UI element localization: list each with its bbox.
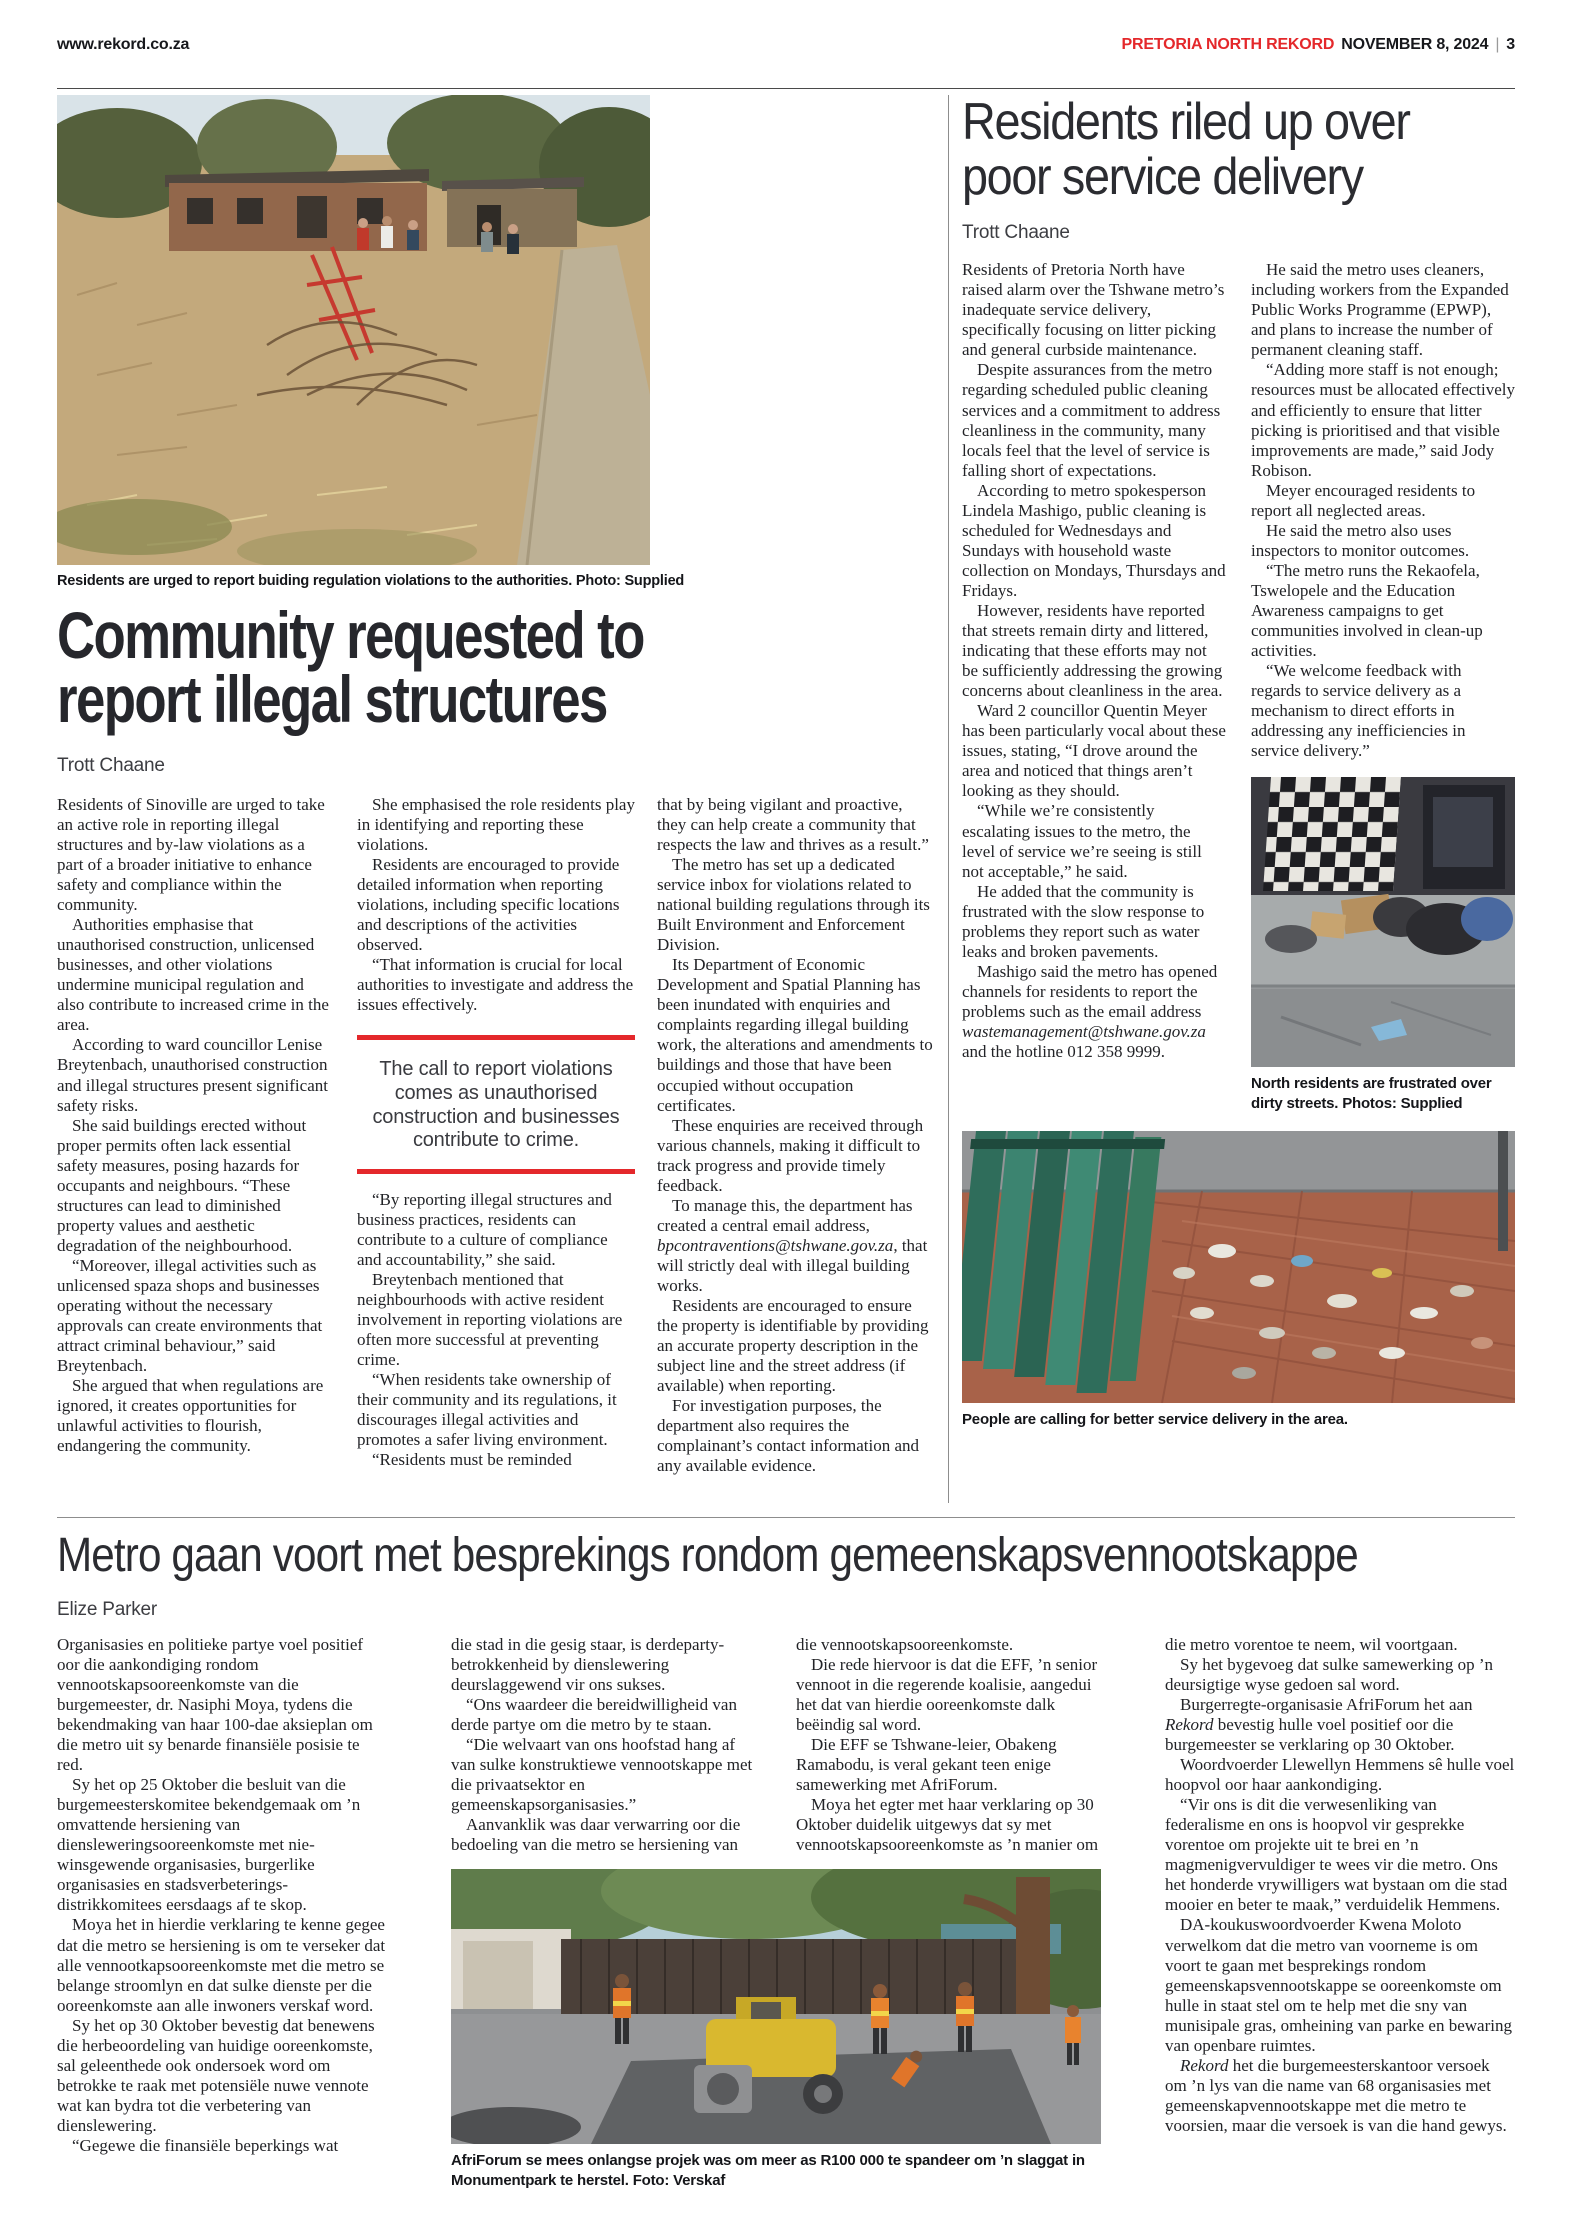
paragraph: “Residents must be reminded: [372, 1450, 572, 1470]
paragraph: Breytenbach mentioned that neighbourhoods with active resident involvement in reporting violations are often more successful at preventing crime.: [357, 1269, 623, 1370]
paragraph: According to metro spokesperson Lindela Mashigo, public cleaning is scheduled for Wednesdays and Sundays with household waste collection on Mondays, Thursdays and Fridays.: [962, 480, 1226, 600]
paragraph: Moya het egter met haar verklaring op 30 Oktober duidelik uitgewys dat sy met vennootskapsooreenkomste as ’n manier om: [796, 1795, 1099, 1855]
paragraph: “Ons waardeer die bereidwilligheid van derde partye om die metro by te staan.: [451, 1694, 737, 1734]
paragraph: These enquiries are received through various channels, making it difficult to track progress and provide timely feedback.: [657, 1115, 924, 1195]
paragraph: Sy het op 30 Oktober bevestig dat benewens die herbeoordeling van huidige ooreenkomste, sal geleenthede ook ondersoek word om betrokke te raak met potensiële nuwe vennote wat kan bydra tot die verbetering van dienslewering.: [57, 2015, 375, 2135]
paragraph: For investigation purposes, the department also requires the complainant’s contact information and any available evidence.: [657, 1396, 920, 1476]
paragraph: Sy het bygevoeg dat sulke samewerking op ’n deursigtige wyse gedoen sal word.: [1165, 1654, 1494, 1694]
paragraph: “We welcome feedback with regards to service delivery as a mechanism to direct efforts in addressing any inefficiencies in service delivery.”: [1251, 661, 1466, 761]
photo-littered-pavement: [962, 1131, 1515, 1403]
paragraph: Residents are encouraged to ensure the property is identifiable by providing an accurate property description in the subject line and the street address (if available) when reporting.: [657, 1296, 929, 1396]
paragraph: According to ward councillor Lenise Breytenbach, unauthorised construction and illegal structures present significant safety risks.: [57, 1035, 328, 1115]
paragraph: die vennootskapsooreenkomste.: [796, 1634, 1014, 1654]
main-headline: [57, 597, 935, 736]
article-column-2: [451, 1635, 756, 1856]
article-body: [57, 1635, 1515, 2191]
article-column-1: [57, 795, 335, 1477]
article-column-2: [1251, 260, 1515, 1113]
header-right: [1122, 36, 1515, 54]
column-divider: [948, 95, 949, 1503]
service-headline: [962, 95, 1515, 204]
photo-yard-illegal-structures: [57, 95, 650, 565]
column-text-top: [357, 795, 635, 1016]
byline: Trott Chaane: [57, 754, 165, 776]
page-header: [57, 36, 1515, 54]
paragraph: Burgerregte-organisasie AfriForum het aan Rekord bevestig hulle voel positief oor die burgemeester se verklaring op 30 Oktober.: [1165, 1694, 1473, 1755]
article-body: [57, 795, 935, 1477]
paragraph: She emphasised the role residents play in identifying and reporting these violations.: [357, 794, 635, 854]
photo-caption: AfriForum se mees onlangse projek was om meer as R100 000 te spandeer om ’n slaggat in Monumentpark te herstel. Foto: Verskaf: [451, 2152, 1085, 2189]
paragraph: To manage this, the department has created a central email address, bpcontraventions@tshwane.gov.za, that will strictly deal with illegal building works.: [657, 1195, 928, 1295]
paragraph: that by being vigilant and proactive, they can help create a community that respects the law and thrives as a result.”: [657, 794, 929, 854]
photo-caption: Residents are urged to report buiding regulation violations to the authorities. Photo: Supplied: [57, 573, 685, 589]
paragraph: Meyer encouraged residents to report all neglected areas.: [1251, 480, 1476, 520]
column-text-bottom: [357, 1190, 635, 1471]
paragraph: Residents are encouraged to provide detailed information when reporting violations, including specific locations and descriptions of the activities observed.: [357, 855, 620, 955]
paragraph: Moya het in hierdie verklaring te kenne gegee dat die metro se hersiening is om te verseker dat alle vennootkapsooreenkomste met die metro se belange stroomlyn en dat sulke dienste per die ooreenkomste aan alle inwoners verskaf word.: [57, 1915, 386, 2015]
paragraph: “When residents take ownership of their community and its regulations, it discourages illegal activities and promotes a safer living environment.: [357, 1370, 617, 1450]
paragraph: “Moreover, illegal activities such as unlicensed spaza shops and businesses operating without the necessary approvals can create environments that attract criminal behaviour,” said Breytenbach.: [57, 1255, 323, 1376]
paragraph: “While we’re consistently escalating issues to the metro, the level of service we’re seeing is still not acceptable,” he said.: [962, 801, 1202, 881]
paragraph: Die EFF se Tshwane-leier, Obakeng Ramabodu, is veral gekant teen enige samewerking met AfriForum.: [796, 1735, 1057, 1795]
article-column-1: [57, 1635, 387, 2191]
issue-date: NOVEMBER 8, 2024: [1341, 36, 1489, 53]
paragraph: “By reporting illegal structures and business practices, residents can contribute to a culture of compliance and accountability,” she said.: [357, 1189, 612, 1269]
paragraph: “That information is crucial for local authorities to investigate and address the issues effectively.: [357, 955, 634, 1015]
photo-roadworks: [451, 1869, 1101, 2144]
article-column-1: [962, 260, 1226, 1113]
paragraph: Despite assurances from the metro regarding scheduled public cleaning services and a commitment to address cleanliness in the community, many locals feel that the level of service is falling short of expectations.: [962, 360, 1221, 480]
paragraph: Die rede hiervoor is dat die EFF, ’n senior vennoot in die regerende koalisie, aangedui het dat van hierdie ooreenkomste dalk beëindig sal word.: [796, 1654, 1098, 1734]
article-illegal-structures: [57, 95, 935, 1476]
paragraph: “Die welvaart van ons hoofstad hang af van sulke konstruktiewe vennootskappe met die privaatsektor en gemeenskapsorganisasies.”: [451, 1735, 753, 1815]
column-text: [1251, 260, 1515, 761]
paragraph: “The metro runs the Rekaofela, Tswelopele and the Education Awareness campaigns to get communities involved in clean-up activities.: [1251, 560, 1483, 661]
byline: Elize Parker: [57, 1598, 158, 1620]
paragraph: However, residents have reported that streets remain dirty and littered, indicating that these efforts may not be sufficiently addressing the growing concerns about cleanliness in the area.: [962, 600, 1223, 701]
headline-line: report illegal structures: [57, 661, 607, 736]
paragraph: Aanvanklik was daar verwarring oor die bedoeling van die metro se hersiening van: [451, 1815, 741, 1855]
article-metro-vennootskappe: [57, 1530, 1515, 2190]
header-separator: |: [1495, 36, 1500, 53]
photo-caption: People are calling for better service delivery in the area.: [962, 1411, 1348, 1429]
header-rule: [57, 88, 1515, 89]
page-number: 3: [1506, 36, 1515, 53]
article-body: [962, 260, 1515, 1113]
paragraph: “Vir ons is dit die verwesenliking van federalisme en ons is hoopvol vir gesprekke vorentoe om projekte uit te brei en ’n magmenigvervuldiger te wees vir die metro. Ons het honderde vrywilligers wat bystaan om die stad mooier en beter te maak,” verduidelik Hemmens.: [1165, 1795, 1508, 1915]
paragraph: The metro has set up a dedicated service inbox for violations related to national building regulations through its Built Environment and Enforcement Division.: [657, 855, 930, 955]
paragraph: Rekord het die burgemeesterskantoor versoek om ’n lys van die name van 68 organisasies met gemeenskapvennootskappe met die metro te voorsien, maar die versoek is van die hand gewys.: [1165, 2055, 1507, 2135]
site-url: www.rekord.co.za: [57, 36, 190, 53]
headline-line: Residents riled up over: [962, 93, 1410, 151]
paragraph: He added that the community is frustrated with the slow response to problems they report such as water leaks and broken pavements.: [962, 881, 1205, 961]
article-column-3: [657, 795, 935, 1477]
section-divider: [57, 1517, 1515, 1518]
paragraph: Its Department of Economic Development and Spatial Planning has been inundated with enquiries and complaints regarding illegal building work, the alterations and amendments to buildings and those that have been occupied without occupation certificates.: [657, 955, 933, 1115]
byline: Trott Chaane: [962, 222, 1070, 244]
paragraph: Residents of Sinoville are urged to take an active role in reporting illegal structures and by-law violations as a part of a broader initiative to enhance safety and compliance within the community.: [57, 794, 325, 915]
article-column-4: [1165, 1635, 1515, 2191]
photo-caption: North residents are frustrated over dirty streets. Photos: Supplied: [1251, 1075, 1492, 1112]
paragraph: Mashigo said the metro has opened channels for residents to report the problems such as the email address wastemanagement@tshwane.gov.za and the hotline 012 358 9999.: [962, 961, 1218, 1062]
headline-line: Community requested to: [57, 597, 644, 672]
pull-quote: The call to report violations comes as unauthorised construction and businesses contribute to crime.: [357, 1035, 635, 1173]
paragraph: He said the metro uses cleaners, including workers from the Expanded Public Works Programme (EPWP), and plans to increase the number of permanent cleaning staff.: [1251, 260, 1509, 360]
paragraph: She said buildings erected without proper permits often lack essential safety measures, posing hazards for occupants and neighbours. “These structures can lead to diminished property values and aesthetic degradation of the neighbourhood.: [57, 1115, 307, 1255]
paragraph: She argued that when regulations are ignored, it creates opportunities for unlawful activities to flourish, endangering the community.: [57, 1376, 324, 1456]
paragraph: “Gegewe die finansiële beperkings wat: [72, 2135, 339, 2155]
article-column-3: [796, 1635, 1101, 1856]
headline-line: poor service delivery: [962, 147, 1363, 206]
photo-dirty-street: [1251, 777, 1515, 1067]
paragraph: DA-koukuswoordvoerder Kwena Moloto verwelkom dat die metro van voorneme is om voort te gaan met besprekings rondom gemeenskapsvennootskappe se ooreenkomste om hulle in staat stel om te help met die sny van munisipale gras, omheining van parke en bewaring van openbare ruimtes.: [1165, 1915, 1512, 2055]
headline-line: Metro gaan voort met besprekings rondom gemeenskapsvennootskappe: [57, 1529, 1358, 1582]
paragraph: die stad in die gesig staar, is derdeparty-betrokkenheid by dienslewering deurslaggewend vir ons sukses.: [451, 1634, 725, 1694]
paragraph: Residents of Pretoria North have raised alarm over the Tshwane metro’s inadequate service delivery, specifically focusing on litter picking and general curbside maintenance.: [962, 260, 1225, 360]
masthead: PRETORIA NORTH REKORD: [1121, 36, 1335, 53]
paragraph: Organisasies en politieke partye voel positief oor die aankondiging rondom vennootskapsooreenkomste van die burgemeester, dr. Nasiphi Moya, tydens die bekendmaking van haar 100-dae aksieplan om die metro uit sy benarde finansiële posisie te red.: [57, 1634, 373, 1775]
paragraph: He said the metro also uses inspectors to monitor outcomes.: [1251, 520, 1470, 560]
paragraph: “Adding more staff is not enough; resources must be allocated effectively and efficiently to ensure that litter picking is prioritised and that visible improvements are made,” said Jody Robison.: [1251, 360, 1516, 480]
paragraph: Authorities emphasise that unauthorised construction, unlicensed businesses, and other violations undermine municipal regulation and also contribute to increased crime in the area.: [57, 915, 329, 1035]
metro-headline: [57, 1530, 1515, 1583]
article-middle: [451, 1635, 1101, 2191]
paragraph: Sy het op 25 Oktober die besluit van die burgemeesterskomitee bekendgemaak om ’n omvattende hersiening van diensleweringsooreenkomste met nie-winsgewende organisasies, burgerlike organisasies en stadsverbeterings-distrikkomitees eersdaags af te skop.: [57, 1775, 361, 1915]
article-column-2: [357, 795, 635, 1477]
paragraph: die metro vorentoe te neem, wil voortgaan.: [1165, 1634, 1458, 1654]
paragraph: Woordvoerder Llewellyn Hemmens sê hulle voel hoopvol oor haar aankondiging.: [1165, 1755, 1515, 1795]
article-service-delivery: [962, 95, 1515, 1430]
paragraph: Ward 2 councillor Quentin Meyer has been particularly vocal about these issues, stating, “I drove around the area and noticed that things aren’t looking as they should.: [962, 701, 1226, 801]
